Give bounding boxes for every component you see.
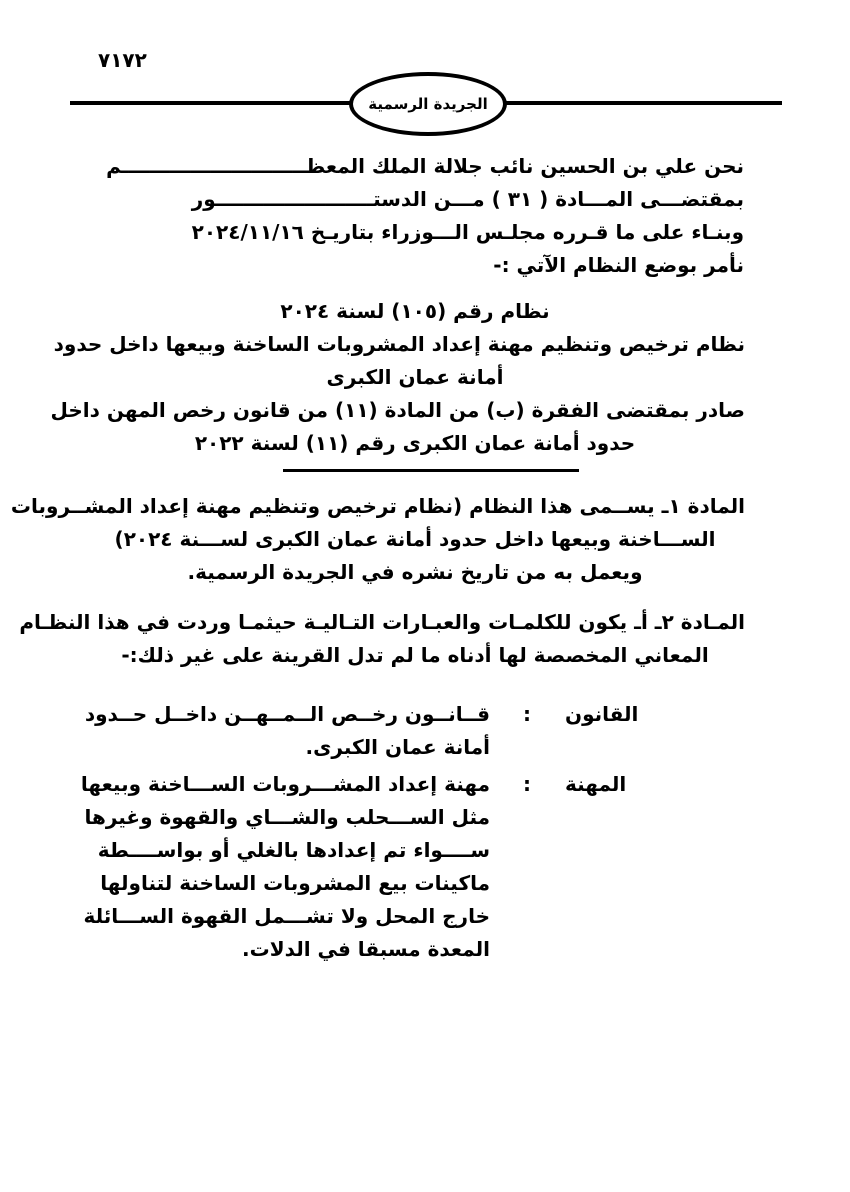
definition-line: ماكينات بيع المشروبات الساخنة لتناولها [100, 871, 490, 895]
page-number: ٧١٧٢ [98, 48, 147, 72]
issuing-authority-line: صادر بمقتضى الفقرة (ب) من المادة (١١) من قانون رخص المهن داخل [50, 398, 745, 422]
article-1-line: المادة ١ـ يســمى هذا النظام (نظام ترخيص وتنظيم مهنة إعداد المشــروبات [10, 494, 745, 518]
title-separator-rule [283, 469, 579, 472]
definition-term: المهنة [565, 772, 627, 796]
definition-line: مهنة إعداد المشـــروبات الســـاخنة وبيعها [80, 772, 490, 796]
definition-body [84, 698, 490, 764]
regulation-title [50, 295, 745, 460]
preamble-line: وبنـاء على ما قـرره مجلـس الـــوزراء بتاريـخ ٢٠٢٤/١١/١٦ [191, 220, 744, 244]
article-2 [19, 606, 745, 672]
issuing-authority-line: حدود أمانة عمان الكبرى رقم (١١) لسنة ٢٠٢٢ [194, 431, 636, 455]
regulation-name-line: أمانة عمان الكبرى [326, 365, 504, 389]
regulation-name-line: نظام ترخيص وتنظيم مهنة إعداد المشروبات الساخنة وبيعها داخل حدود [53, 332, 745, 356]
article-1-line: ويعمل به من تاريخ نشره في الجريدة الرسمية. [187, 560, 643, 584]
article-1-line: الســـاخنة وبيعها داخل حدود أمانة عمان الكبرى لســـنة ٢٠٢٤) [114, 527, 716, 551]
regulation-number-line: نظام رقم (١٠٥) لسنة ٢٠٢٤ [280, 299, 550, 323]
definition-colon: : [523, 702, 531, 726]
definition-body [80, 768, 490, 966]
gazette-title: الجريدة الرسمية [368, 95, 488, 113]
definition-term: القانون [565, 702, 639, 726]
definition-line: خارج المحل ولا تشـــمل القهوة الســـائلة [83, 904, 490, 928]
definition-line: المعدة مسبقا في الدلات. [242, 937, 490, 961]
royal-preamble [106, 150, 744, 282]
gazette-seal [349, 72, 507, 136]
definition-line: مثل الســـحلب والشـــاي والقهوة وغيرها [84, 805, 490, 829]
definition-row-law [84, 698, 745, 764]
article-2-line: المـادة ٢ـ أـ يكون للكلمـات والعبـارات التـاليـة حيثمـا وردت في هذا النظـام [19, 610, 745, 634]
definition-line: ســــواء تم إعدادها بالغلي أو بواســــطة [97, 838, 490, 862]
definition-row-profession [80, 768, 745, 966]
article-1 [10, 490, 745, 589]
definition-colon: : [523, 772, 531, 796]
definition-line: أمانة عمان الكبرى. [305, 735, 490, 759]
preamble-line: بمقتضـــى المـــادة ( ٣١ ) مـــن الدستـــــــــــــــــــــــور [191, 187, 744, 211]
definition-line: قــانــون رخــص الــمــهــن داخــل حــدود [84, 702, 490, 726]
preamble-line: نأمر بوضع النظام الآتي :- [493, 253, 744, 277]
preamble-line: نحن علي بن الحسين نائب جلالة الملك المعظـــــــــــــــــــــــــــم [106, 154, 744, 178]
article-2-line: المعاني المخصصة لها أدناه ما لم تدل القرينة على غير ذلك:- [121, 643, 709, 667]
definitions-list [80, 698, 745, 966]
